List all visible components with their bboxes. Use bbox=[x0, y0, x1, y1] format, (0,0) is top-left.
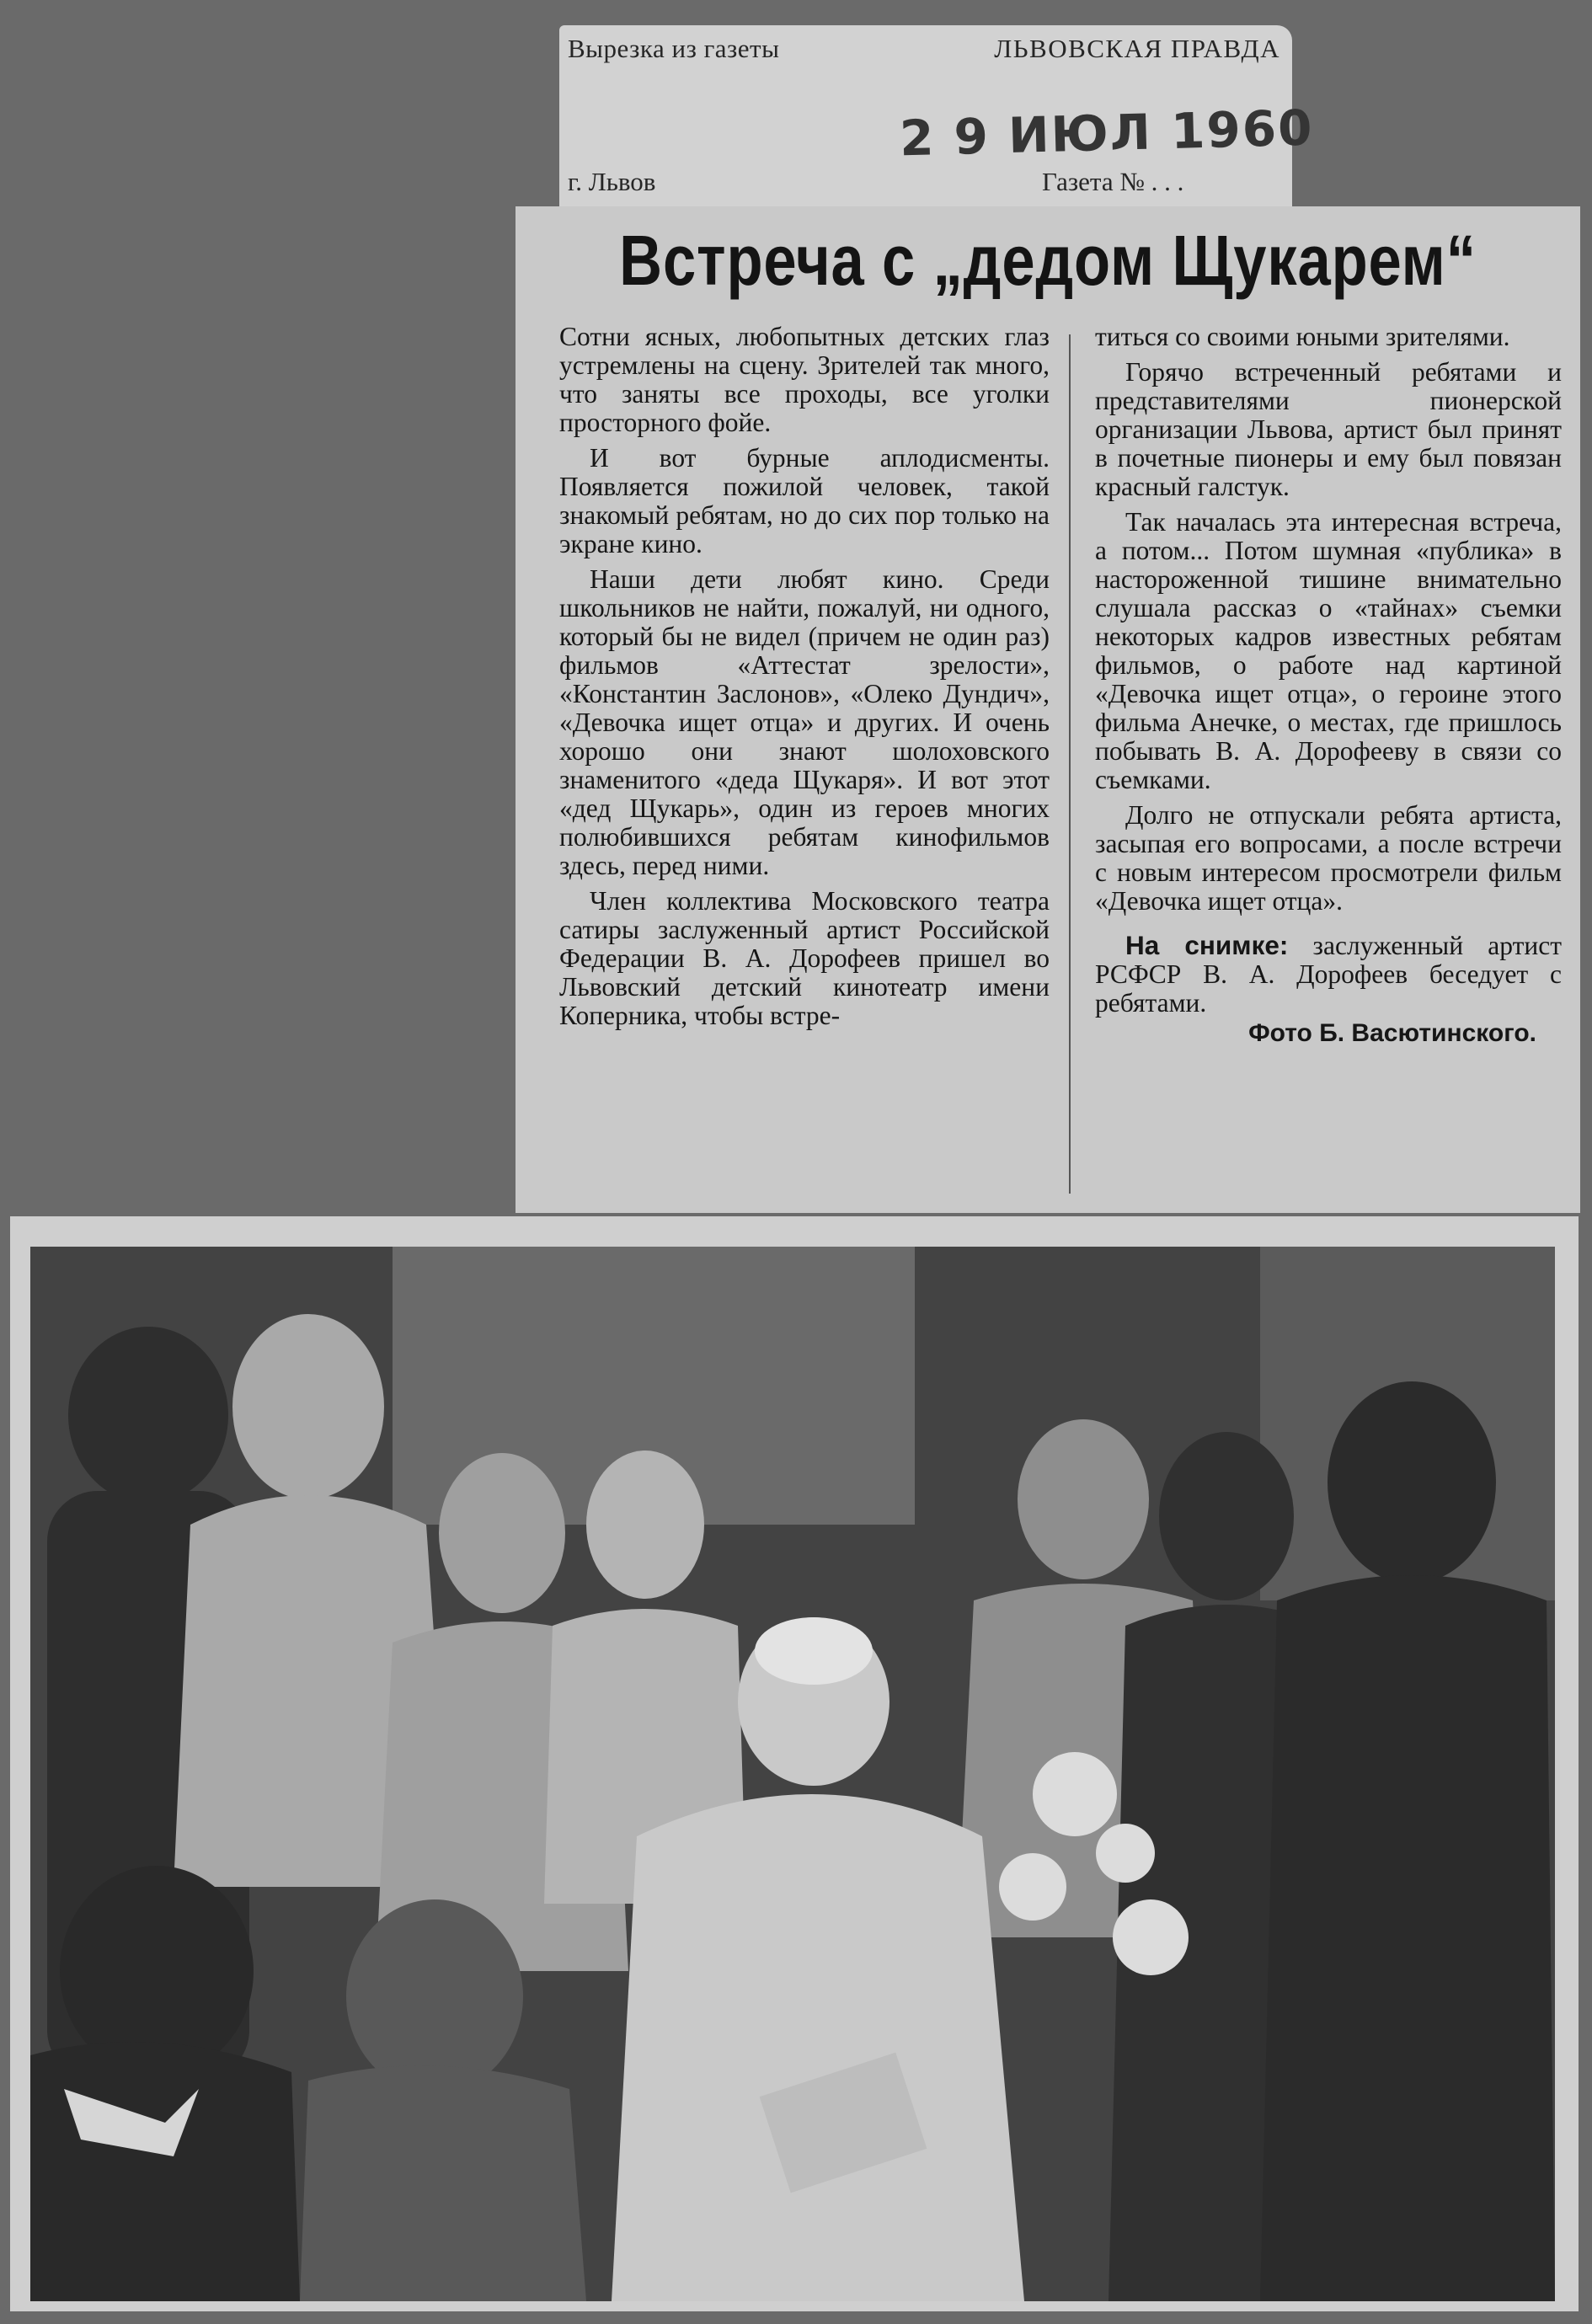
article-headline: Встреча с „дедом Щукарем“ bbox=[619, 221, 1477, 300]
column-divider bbox=[1069, 334, 1071, 1194]
paragraph: Член коллектива Московского театра сатиры заслуженный артист Российской Федерации В. А. Дорофеев пришел во Львовский детский кинотеатр имени Коперника, чтобы встре- bbox=[559, 886, 1050, 1030]
caption-text: заслуженный артист РСФСР В. А. Дорофеев беседует с ребятами. bbox=[1095, 931, 1562, 1018]
city-label: г. Львов bbox=[568, 167, 656, 196]
paragraph: Сотни ясных, любопытных детских глаз устремлены на сцену. Зрителей так много, что заняты все проходы, все уголки просторного фойе. bbox=[559, 322, 1050, 437]
paragraph: титься со своими юными зрителями. bbox=[1095, 322, 1510, 351]
cutting-label: Вырезка из газеты bbox=[568, 34, 780, 63]
article-photo bbox=[30, 1247, 1555, 2301]
gazeta-number-label: Газета № . . . bbox=[1042, 167, 1184, 196]
photo-caption bbox=[1095, 931, 1562, 1018]
photo-credit: Фото Б. Васютинского. bbox=[1248, 1019, 1536, 1047]
date-stamp: 2 9 ИЮЛ 1960 bbox=[899, 99, 1315, 168]
paragraph: И вот бурные аплодисменты. Появляется пожилой человек, такой знакомый ребятам, но до сих пор только на экране кино. bbox=[559, 443, 1050, 558]
newspaper-name: ЛЬВОВСКАЯ ПРАВДА bbox=[994, 34, 1280, 63]
paragraph: Долго не отпускали ребята артиста, засыпая его вопросами, а после встречи с новым интересом просмотрели фильм «Девочка ищет отца». bbox=[1095, 800, 1562, 916]
photo-illustration bbox=[30, 1247, 1555, 2301]
article-clipping bbox=[516, 206, 1580, 1213]
clipping-header-slip bbox=[559, 25, 1315, 211]
paragraph: Так началась эта интересная встреча, а потом... Потом шумная «публика» в настороженной тишине внимательно слушала рассказ о «тайнах» съемки некоторых кадров известных ребятам фильмов, о работе над картиной «Девочка ищет отца», о героине этого фильма Анечке, о местах, где пришлось побывать В. А. Дорофееву в связи со съемками. bbox=[1095, 507, 1562, 794]
paragraph: Горячо встреченный ребятами и представителями пионерской организации Львова, артист был принят в почетные пионеры и ему был повязан красный галстук. bbox=[1095, 357, 1562, 501]
caption-lead: На снимке: bbox=[1125, 930, 1289, 960]
article-left-column bbox=[559, 323, 1050, 1037]
paragraph: Наши дети любят кино. Среди школьников не найти, пожалуй, ни одного, который бы не видел (причем не один раз) фильмов «Аттестат зрелости», «Константин Заслонов», «Олеко Дундич», «Девочка ищет отца» и других. И очень хорошо они знают шолоховского знаменитого «деда Щукаря». И вот этот «дед Щукарь», один из героев многих полюбившихся ребятам кинофильмов здесь, перед ними. bbox=[559, 564, 1050, 880]
article-right-column bbox=[1095, 323, 1562, 1048]
